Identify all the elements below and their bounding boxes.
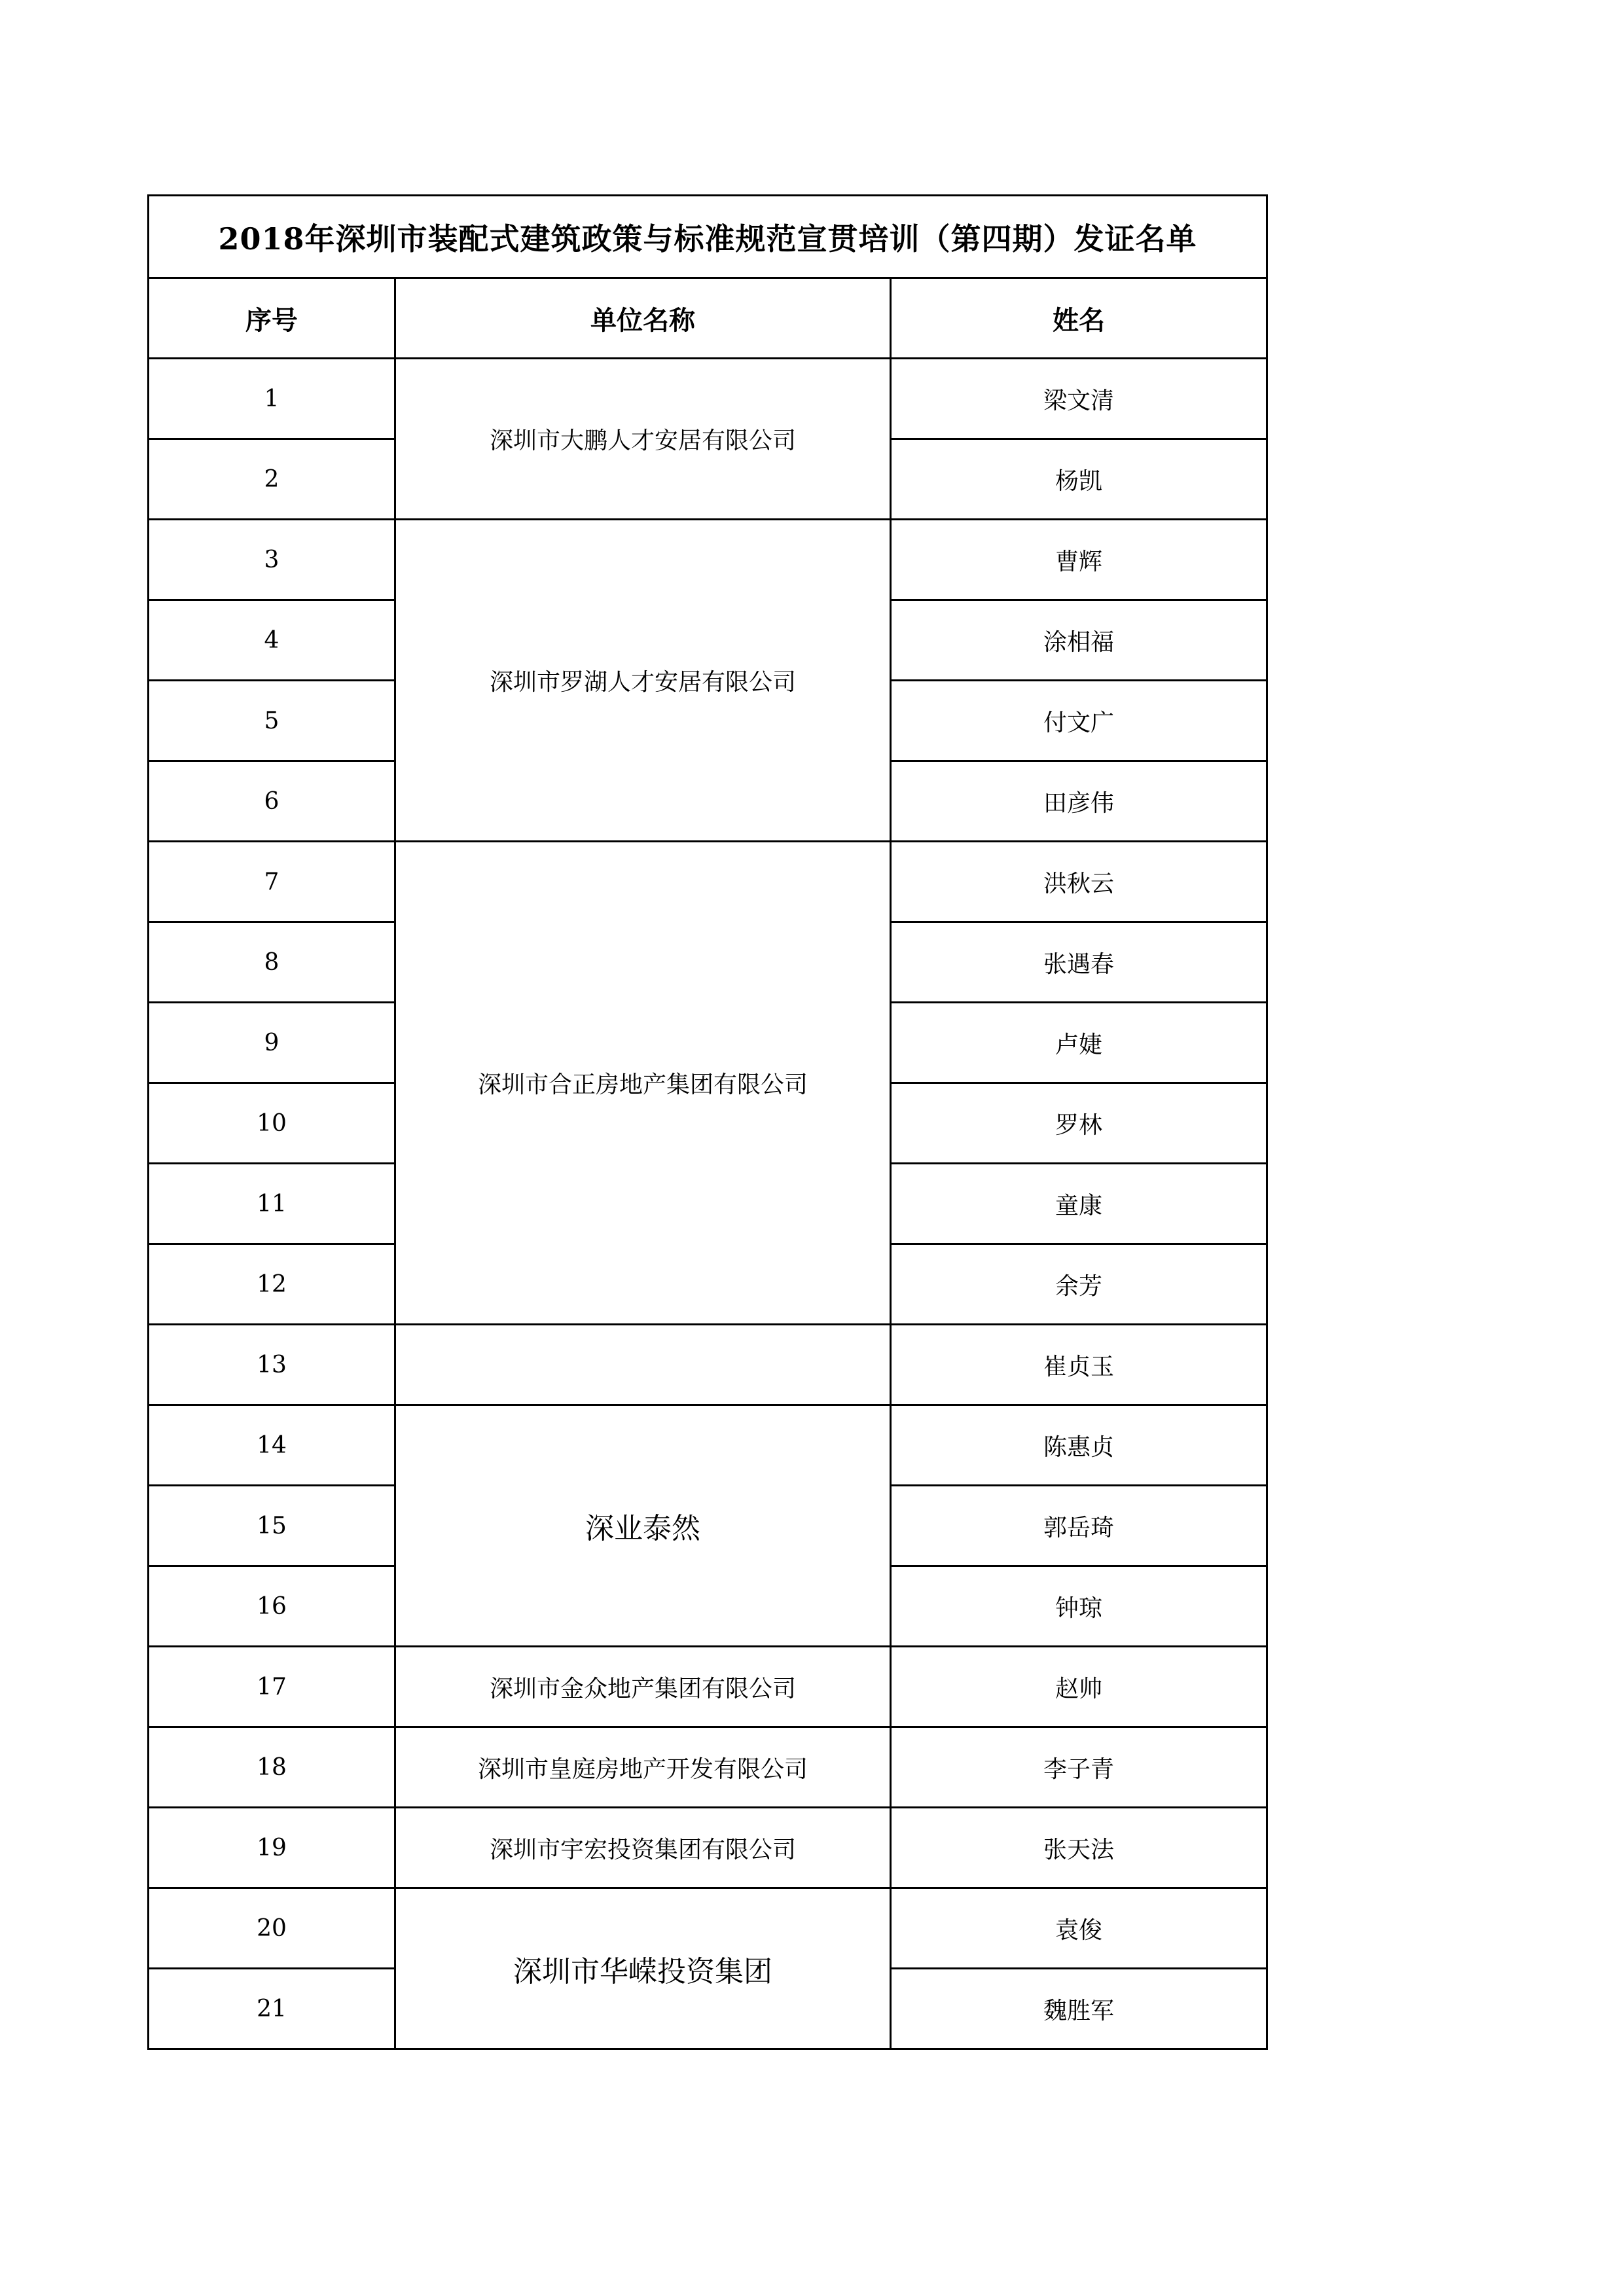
- table-title: 2018年深圳市装配式建筑政策与标准规范宣贯培训（第四期）发证名单: [149, 196, 1267, 278]
- name-cell: 李子青: [891, 1727, 1267, 1808]
- table-row: [149, 1405, 1267, 1486]
- table-row: [149, 359, 1267, 439]
- name-cell: 付文广: [891, 681, 1267, 761]
- name-cell: 陈惠贞: [891, 1405, 1267, 1486]
- name-cell: 田彦伟: [891, 761, 1267, 842]
- seq-cell: 9: [149, 1003, 395, 1083]
- seq-cell: 13: [149, 1325, 395, 1405]
- name-cell: 魏胜军: [891, 1969, 1267, 2049]
- org-cell-empty: [395, 1325, 891, 1405]
- seq-cell: 11: [149, 1164, 395, 1244]
- title-row: [149, 196, 1267, 278]
- seq-cell: 1: [149, 359, 395, 439]
- name-cell: 张遇春: [891, 922, 1267, 1003]
- name-cell: 杨凯: [891, 439, 1267, 520]
- seq-cell: 21: [149, 1969, 395, 2049]
- org-cell: 深圳市大鹏人才安居有限公司: [395, 359, 891, 520]
- name-cell: 罗林: [891, 1083, 1267, 1164]
- org-cell: 深业泰然: [395, 1405, 891, 1647]
- org-cell: 深圳市华嵘投资集团: [395, 1888, 891, 2049]
- seq-cell: 6: [149, 761, 395, 842]
- org-cell: 深圳市宇宏投资集团有限公司: [395, 1808, 891, 1888]
- seq-cell: 12: [149, 1244, 395, 1325]
- name-cell: 童康: [891, 1164, 1267, 1244]
- table-row: [149, 1325, 1267, 1405]
- name-cell: 涂相福: [891, 600, 1267, 681]
- name-cell: 张天法: [891, 1808, 1267, 1888]
- name-cell: 梁文清: [891, 359, 1267, 439]
- seq-cell: 8: [149, 922, 395, 1003]
- table-row: [149, 1647, 1267, 1727]
- org-cell: 深圳市合正房地产集团有限公司: [395, 842, 891, 1325]
- org-cell: 深圳市罗湖人才安居有限公司: [395, 520, 891, 842]
- seq-cell: 19: [149, 1808, 395, 1888]
- seq-cell: 18: [149, 1727, 395, 1808]
- org-cell: 深圳市皇庭房地产开发有限公司: [395, 1727, 891, 1808]
- name-cell: 钟琼: [891, 1566, 1267, 1647]
- name-cell: 曹辉: [891, 520, 1267, 600]
- seq-cell: 3: [149, 520, 395, 600]
- org-cell: 深圳市金众地产集团有限公司: [395, 1647, 891, 1727]
- name-cell: 洪秋云: [891, 842, 1267, 922]
- seq-cell: 5: [149, 681, 395, 761]
- name-cell: 郭岳琦: [891, 1486, 1267, 1566]
- table-row: [149, 842, 1267, 922]
- seq-cell: 15: [149, 1486, 395, 1566]
- name-cell: 赵帅: [891, 1647, 1267, 1727]
- name-cell: 崔贞玉: [891, 1325, 1267, 1405]
- table-row: [149, 1727, 1267, 1808]
- seq-cell: 16: [149, 1566, 395, 1647]
- name-cell: 余芳: [891, 1244, 1267, 1325]
- seq-cell: 20: [149, 1888, 395, 1969]
- seq-cell: 17: [149, 1647, 395, 1727]
- table-row: [149, 1808, 1267, 1888]
- header-name: 姓名: [891, 278, 1267, 359]
- seq-cell: 2: [149, 439, 395, 520]
- name-cell: 袁俊: [891, 1888, 1267, 1969]
- seq-cell: 14: [149, 1405, 395, 1486]
- name-cell: 卢婕: [891, 1003, 1267, 1083]
- seq-cell: 7: [149, 842, 395, 922]
- certificate-roster-table: [147, 194, 1268, 2050]
- seq-cell: 10: [149, 1083, 395, 1164]
- header-row: [149, 278, 1267, 359]
- header-org: 单位名称: [395, 278, 891, 359]
- table-row: [149, 1888, 1267, 1969]
- header-seq: 序号: [149, 278, 395, 359]
- table-row: [149, 520, 1267, 600]
- seq-cell: 4: [149, 600, 395, 681]
